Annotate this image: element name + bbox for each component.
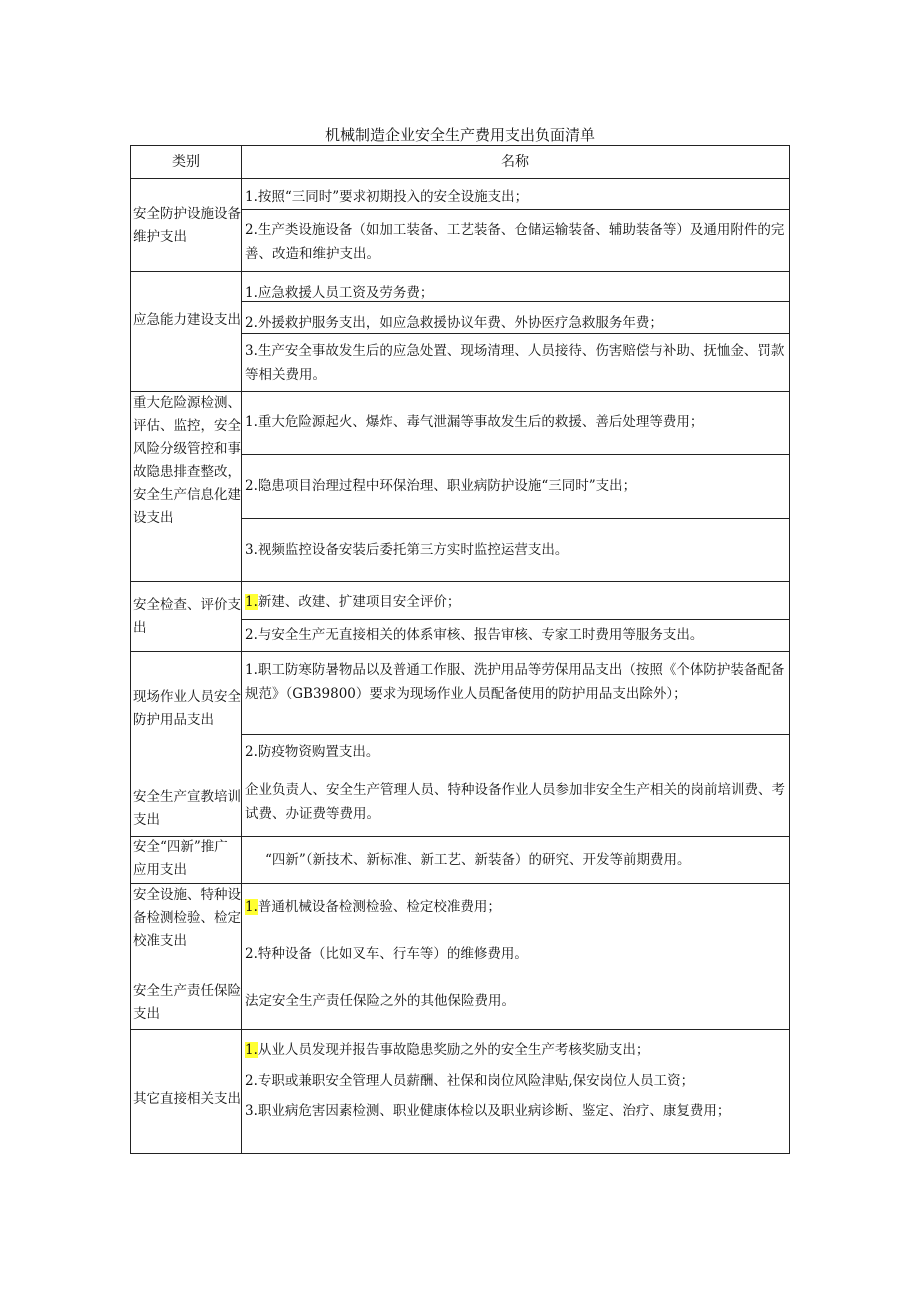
- item-divider: [241, 619, 789, 620]
- item-text: 2.与安全生产无直接相关的体系审核、报告审核、专家工时费用等服务支出。: [245, 627, 704, 643]
- document-title: 机械制造企业安全生产费用支出负面清单: [324, 126, 595, 144]
- item-text: 1.应急救援人员工资及劳务费；: [245, 285, 434, 301]
- row-divider: [131, 178, 789, 179]
- item-text: 2.隐患项目治理过程中环保治理、职业病防护设施“三同时”支出；: [245, 478, 637, 494]
- item-text: 3.职业病危害因素检测、职业健康体检以及职业病诊断、鉴定、治疗、康复费用；: [245, 1103, 731, 1119]
- item-text: 3.视频监控设备安装后委托第三方实时监控运营支出。: [245, 542, 569, 558]
- category-cell: 安全设施、特种设备检测检验、检定校准支出: [133, 887, 241, 949]
- item-text: 2.外援救护服务支出，如应急救援协议年费、外协医疗急救服务年费；: [245, 315, 663, 331]
- item-divider: [241, 454, 789, 455]
- column-divider: [241, 146, 242, 1153]
- highlight-marker: 1.: [245, 594, 258, 610]
- item-text: 1.新建、改建、扩建项目安全评价；: [245, 594, 461, 610]
- category-cell: 应急能力建设支出: [133, 312, 241, 328]
- item-text: 1.重大危险源起火、爆炸、毒气泄漏等事故发生后的救援、善后处理等费用；: [245, 414, 704, 430]
- item-divider: [241, 734, 789, 735]
- category-cell: 安全“四新”推广应用支出: [133, 839, 228, 878]
- item-text: 1.职工防寒防暑物品以及普通工作服、洗护用品等劳保用品支出（按照《个体防护装备配备规范》（GB39800）要求为现场作业人员配备使用的防护用品支出除外）；: [245, 662, 785, 702]
- item-divider: [241, 209, 789, 210]
- item-text: 1.按照“三同时”要求初期投入的安全设施支出；: [245, 189, 529, 205]
- category-cell: 安全检查、评价支出: [133, 597, 241, 636]
- item-text: 3.生产安全事故发生后的应急处置、现场清理、人员接待、伤害赔偿与补助、抚恤金、罚款等相关费用。: [245, 343, 785, 383]
- item-divider: [241, 518, 789, 519]
- category-cell: 安全生产责任保险支出: [133, 983, 241, 1022]
- category-cell: 安全生产宣教培训支出: [133, 789, 241, 828]
- item-text: 1.普通机械设备检测检验、检定校准费用；: [245, 899, 501, 915]
- row-divider: [131, 271, 789, 272]
- expense-table: [130, 145, 790, 1154]
- header-category: 类别: [172, 154, 200, 170]
- item-text: “四新”（新技术、新标准、新工艺、新装备）的研究、开发等前期费用。: [265, 852, 691, 868]
- item-text: 企业负责人、安全生产管理人员、特种设备作业人员参加非安全生产相关的岗前培训费、考试费、办证费等费用。: [245, 782, 785, 822]
- category-cell: 其它直接相关支出: [133, 1091, 241, 1107]
- row-divider: [131, 651, 789, 652]
- row-divider: [131, 581, 789, 582]
- item-text: 2.专职或兼职安全管理人员薪酬、社保和岗位风险津贴,保安岗位人员工资；: [245, 1073, 695, 1089]
- row-divider: [131, 1029, 789, 1030]
- category-cell: 重大危险源检测、评估、监控，安全风险分级管控和事故隐患排查整改，安全生产信息化建设支出: [133, 395, 241, 526]
- highlight-marker: 1.: [245, 899, 258, 915]
- category-cell: 现场作业人员安全防护用品支出: [133, 689, 241, 728]
- item-text: 2.防疫物资购置支出。: [245, 744, 380, 760]
- item-text: 法定安全生产责任保险之外的其他保险费用。: [245, 993, 515, 1009]
- header-name: 名称: [501, 154, 529, 170]
- item-text: 2.特种设备（比如叉车、行车等）的维修费用。: [245, 946, 528, 962]
- item-text: 2.生产类设施设备（如加工装备、工艺装备、仓储运输装备、辅助装备等）及通用附件的完善、改造和维护支出。: [245, 222, 785, 262]
- highlight-marker: 1.: [245, 1042, 258, 1058]
- category-cell: 安全防护设施设备维护支出: [133, 206, 241, 245]
- item-text: 1.从业人员发现并报告事故隐患奖励之外的安全生产考核奖励支出；: [245, 1042, 650, 1058]
